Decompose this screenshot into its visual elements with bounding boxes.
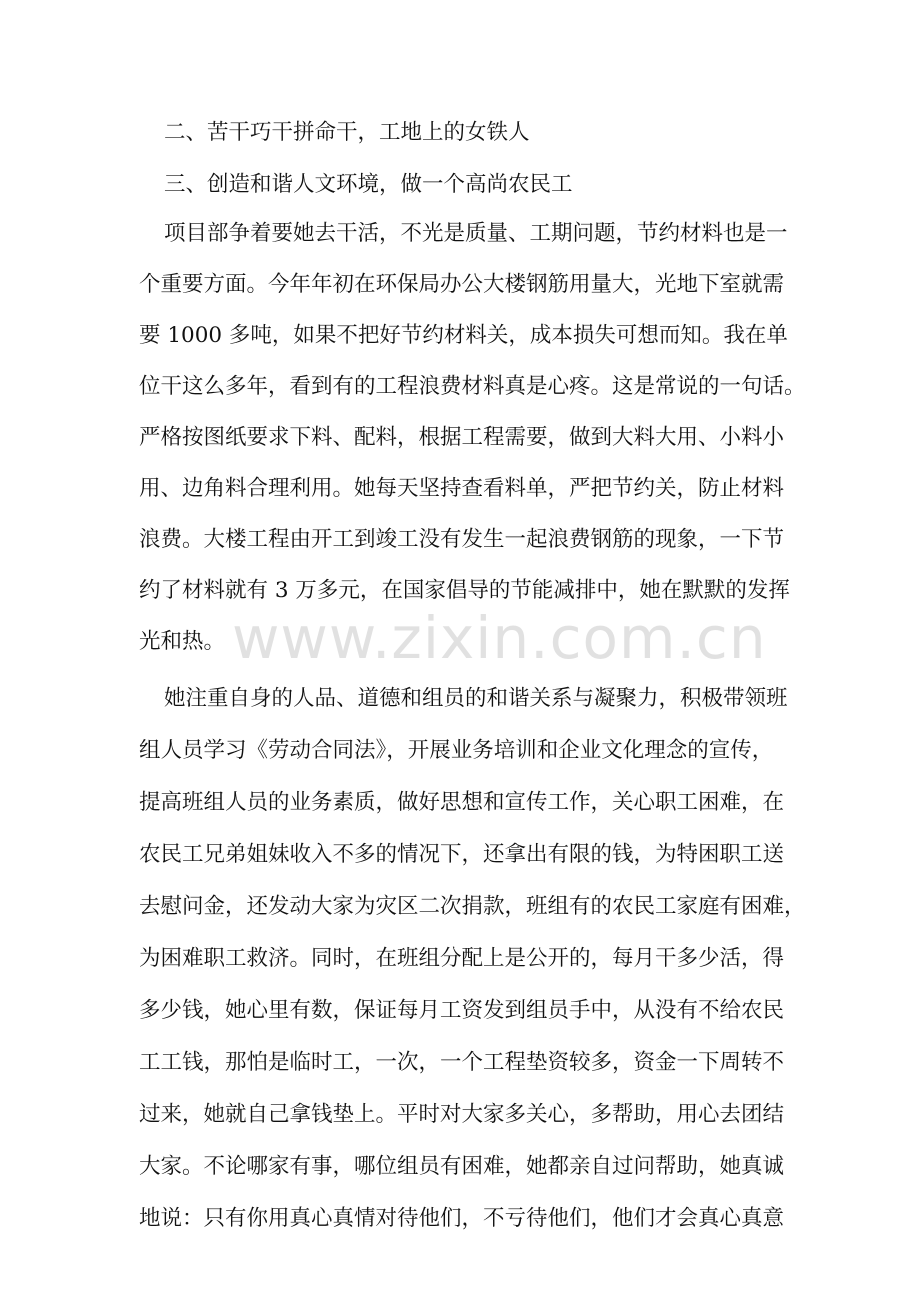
paragraph1-line-5: 严格按图纸要求下料、配料，根据工程需要，做到大料大用、小料小 <box>139 425 785 450</box>
paragraph2-line-6: 为困难职工救济。同时，在班组分配上是公开的，每月干多少活，得 <box>139 946 785 971</box>
section-heading-2: 二、苦干巧干拼命干，工地上的女铁人 <box>164 120 530 145</box>
paragraph2-line-10: 大家。不论哪家有事，哪位组员有困难，她都亲自过问帮助，她真诚 <box>139 1154 785 1179</box>
paragraph2-line-11: 地说：只有你用真心真情对待他们，不亏待他们，他们才会真心真意 <box>139 1206 785 1231</box>
paragraph2-line-9: 过来，她就自己拿钱垫上。平时对大家多关心，多帮助，用心去团结 <box>139 1102 785 1127</box>
paragraph2-line-5: 去慰问金，还发动大家为灾区二次捐款，班组有的农民工家庭有困难， <box>139 894 806 919</box>
paragraph2-line-8: 工工钱，那怕是临时工，一次，一个工程垫资较多，资金一下周转不 <box>139 1050 785 1075</box>
paragraph1-line-3: 要 1000 多吨，如果不把好节约材料关，成本损失可想而知。我在单 <box>139 323 788 348</box>
paragraph2-line-3: 提高班组人员的业务素质，做好思想和宣传工作，关心职工困难，在 <box>139 790 785 815</box>
paragraph1-line-1: 项目部争着要她去干活，不光是质量、工期问题，节约材料也是一 <box>164 221 788 246</box>
paragraph2-line-4: 农民工兄弟姐妹收入不多的情况下，还拿出有限的钱，为特困职工送 <box>139 842 785 867</box>
paragraph2-line-7: 多少钱，她心里有数，保证每月工资发到组员手中，从没有不给农民 <box>139 998 785 1023</box>
paragraph1-line-6: 用、边角料合理利用。她每天坚持查看料单，严把节约关，防止材料 <box>139 476 785 501</box>
paragraph1-line-4: 位干这么多年，看到有的工程浪费材料真是心疼。这是常说的一句话。 <box>139 374 806 399</box>
paragraph2-line-2: 组人员学习《劳动合同法》，开展业务培训和企业文化理念的宣传， <box>139 738 774 763</box>
paragraph1-line-8: 约了材料就有 3 万多元，在国家倡导的节能减排中，她在默默的发挥 <box>139 578 790 603</box>
watermark: www.zixin.com.cn <box>232 604 767 672</box>
paragraph1-line-7: 浪费。大楼工程由开工到竣工没有发生一起浪费钢筋的现象，一下节 <box>139 527 785 552</box>
paragraph2-line-1: 她注重自身的人品、道德和组员的和谐关系与凝聚力，积极带领班 <box>164 686 788 711</box>
paragraph1-line-2: 个重要方面。今年年初在环保局办公大楼钢筋用量大，光地下室就需 <box>139 272 785 297</box>
section-heading-3: 三、创造和谐人文环境，做一个高尚农民工 <box>164 172 573 197</box>
paragraph1-line-9: 光和热。 <box>139 629 226 654</box>
